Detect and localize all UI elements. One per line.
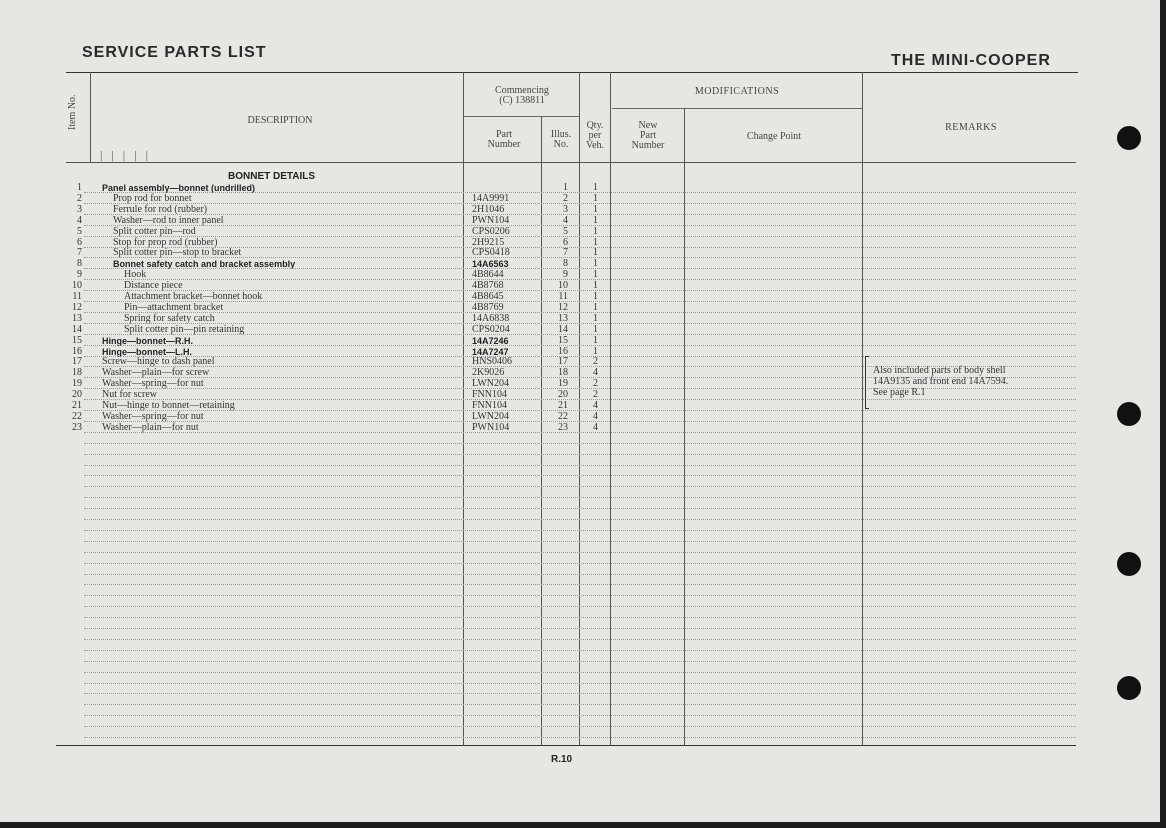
indent-level-marks: | | | | | [100,148,152,162]
illus-number: 15 [558,335,568,346]
part-description: Stop for prop rod (rubber) [113,237,218,248]
part-description: Split cotter pin—stop to bracket [113,247,242,258]
quantity: 1 [593,247,598,258]
ruled-line [84,737,1076,738]
quantity: 1 [593,204,598,215]
illus-number: 10 [558,280,568,291]
quantity: 1 [593,226,598,237]
quantity: 4 [593,422,598,433]
section-heading: BONNET DETAILS [228,171,316,182]
part-number: FNN104 [472,400,508,411]
illus-number: 23 [558,422,568,433]
ruled-line [84,247,1076,248]
part-number: CPS0206 [472,226,510,237]
illus-number: 8 [563,258,568,269]
ruled-line [84,203,1076,204]
illus-number: 11 [558,291,568,302]
illus-number: 14 [558,324,568,335]
part-number: 14A7246 [472,336,509,346]
part-description: Panel assembly—bonnet (undrilled) [102,183,256,193]
part-number: 4B8645 [472,291,504,302]
quantity: 4 [593,411,598,422]
quantity: 1 [593,193,598,204]
part-number: 4B8768 [472,280,504,291]
quantity: 2 [593,389,598,400]
part-description: Screw—hinge to dash panel [102,356,215,367]
quantity: 1 [593,335,598,346]
modifications-column-divider [610,72,611,746]
table-top-rule [66,72,1078,73]
part-description: Hinge—bonnet—R.H. [102,336,193,346]
ruled-line [84,683,1076,684]
part-description: Pin—attachment bracket [124,302,224,313]
ruled-line [84,497,1076,498]
ruled-line [84,530,1076,531]
item-number: 9 [77,269,82,280]
commencing-heading: Commencing (C) 138811 [495,85,549,106]
ruled-line [84,693,1076,694]
item-number: 4 [77,215,82,226]
illus-number: 20 [558,389,568,400]
part-description: Bonnet safety catch and bracket assembly [113,259,296,269]
new-part-number-heading: New Part Number [631,120,665,151]
ruled-line [84,443,1076,444]
page-right-title: THE MINI-COOPER [891,52,1051,69]
remarks-bracket-bottom [865,408,869,409]
illus-number: 17 [558,356,568,367]
part-description: Washer—spring—for nut [102,411,204,422]
remarks-note-line-3: See page R.1 [873,387,926,398]
illus-number: 5 [563,226,568,237]
remarks-bracket-top [865,356,869,357]
ruled-line [84,290,1076,291]
illus-number: 2 [563,193,568,204]
illus-number: 12 [558,302,568,313]
part-number: LWN204 [472,378,510,389]
remarks-heading: REMARKS [945,122,997,133]
item-number: 19 [72,378,82,389]
binder-hole [1117,552,1141,576]
quantity: 2 [593,378,598,389]
part-number: CPS0418 [472,247,510,258]
ruled-line [84,356,1076,357]
part-description: Prop rod for bonnet [113,193,192,204]
part-number: 2H1046 [472,204,505,215]
remarks-note-line-1: Also included parts of body shell [873,365,1006,376]
item-number: 3 [77,204,82,215]
part-number: LWN204 [472,411,510,422]
illus-number: 6 [563,237,568,248]
ruled-line [84,574,1076,575]
part-number: PWN104 [472,215,510,226]
part-description: Washer—plain—for nut [102,422,199,433]
item-number: 7 [77,247,82,258]
ruled-line [84,508,1076,509]
illus-column-divider [541,116,542,746]
item-number: 12 [72,302,82,313]
item-number: 20 [72,389,82,400]
part-number: 14A6563 [472,259,509,269]
quantity: 2 [593,356,598,367]
part-description: Washer—spring—for nut [102,378,204,389]
item-no-heading: Item No. [67,94,78,130]
illus-number: 16 [558,346,568,357]
part-number: 4B8769 [472,302,504,313]
ruled-line [84,595,1076,596]
illus-number: 1 [563,182,568,193]
ruled-line [84,552,1076,553]
ruled-line [84,225,1076,226]
item-number: 2 [77,193,82,204]
part-description: Hook [124,269,147,280]
ruled-line [84,541,1076,542]
ruled-line [84,704,1076,705]
illus-number: 3 [563,204,568,215]
item-number: 8 [77,258,82,269]
item-number: 10 [72,280,82,291]
part-description: Nut for screw [102,389,157,400]
ruled-line [84,672,1076,673]
ruled-line [84,639,1076,640]
ruled-line [84,214,1076,215]
ruled-line [84,410,1076,411]
ruled-line [84,617,1076,618]
part-number: PWN104 [472,422,510,433]
part-description: Hinge—bonnet—L.H. [102,347,192,357]
item-number: 13 [72,313,82,324]
quantity: 4 [593,400,598,411]
quantity: 1 [593,291,598,302]
binder-hole [1117,676,1141,700]
ruled-line [84,628,1076,629]
header-bottom-rule [66,162,1076,163]
description-heading: DESCRIPTION [247,115,313,126]
ruled-line [84,432,1076,433]
part-number: 14A9991 [472,193,510,204]
modifications-heading: MODIFICATIONS [694,86,780,97]
item-number: 16 [72,346,82,357]
ruled-line [84,301,1076,302]
illus-number: 22 [558,411,568,422]
part-column-divider [463,72,464,746]
quantity: 4 [593,367,598,378]
page-number: R.10 [551,754,573,765]
part-description: Washer—rod to inner panel [113,215,224,226]
ruled-line [84,388,1076,389]
quantity: 1 [593,280,598,291]
part-description: Nut—hinge to bonnet—retaining [102,400,235,411]
ruled-line [84,345,1076,346]
quantity: 1 [593,258,598,269]
quantity: 1 [593,182,598,193]
part-description: Attachment bracket—bonnet hook [124,291,263,302]
binder-hole [1117,402,1141,426]
ruled-line [84,312,1076,313]
modifications-rule [612,108,862,109]
part-description: Distance piece [124,280,183,291]
part-number-heading: Part Number [487,129,521,150]
ruled-line [84,268,1076,269]
item-number: 21 [72,400,82,411]
remarks-bracket [865,356,866,408]
illus-number: 18 [558,367,568,378]
ruled-line [84,192,1076,193]
item-number: 15 [72,335,82,346]
item-number: 22 [72,411,82,422]
ruled-line [84,465,1076,466]
table-bottom-rule [56,745,1076,746]
item-column-divider [90,72,91,162]
ruled-line [84,236,1076,237]
item-number: 14 [72,324,82,335]
part-number: CPS0204 [472,324,510,335]
illus-number: 13 [558,313,568,324]
ruled-line [84,454,1076,455]
item-number: 18 [72,367,82,378]
part-description: Spring for safety catch [124,313,215,324]
commencing-rule [463,116,580,117]
page-left-title: SERVICE PARTS LIST [82,44,267,61]
quantity: 1 [593,346,598,357]
illus-no-heading: Illus. No. [550,129,572,150]
quantity: 1 [593,313,598,324]
part-number: 14A6838 [472,313,510,324]
ruled-line [84,563,1076,564]
ruled-line [84,661,1076,662]
part-description: Split cotter pin—pin retaining [124,324,245,335]
illus-number: 9 [563,269,568,280]
quantity: 1 [593,302,598,313]
item-number: 1 [77,182,82,193]
binder-hole [1117,126,1141,150]
ruled-line [84,606,1076,607]
illus-number: 7 [563,247,568,258]
part-number: 2H9215 [472,237,505,248]
part-number: 14A7247 [472,347,509,357]
part-description: Split cotter pin—rod [113,226,196,237]
part-number: 4B8644 [472,269,504,280]
illus-number: 19 [558,378,568,389]
qty-per-veh-heading: Qty. per Veh. [585,120,605,151]
item-number: 23 [72,422,82,433]
ruled-line [84,475,1076,476]
quantity: 1 [593,237,598,248]
ruled-line [84,584,1076,585]
ruled-line [84,715,1076,716]
item-number: 5 [77,226,82,237]
part-number: 2K9026 [472,367,505,378]
ruled-line [84,519,1076,520]
ruled-line [84,323,1076,324]
item-number: 6 [77,237,82,248]
part-number: HNS0406 [472,356,513,367]
change-point-heading: Change Point [746,131,802,142]
remarks-note-line-2: 14A9135 and front end 14A7594. [873,376,1009,387]
illus-number: 4 [563,215,568,226]
part-number: FNN104 [472,389,508,400]
part-description: Washer—plain—for screw [102,367,210,378]
item-number: 17 [72,356,82,367]
part-description: Ferrule for rod (rubber) [113,204,208,215]
ruled-line [84,334,1076,335]
remarks-column-divider [862,72,863,746]
illus-number: 21 [558,400,568,411]
quantity: 1 [593,215,598,226]
ruled-line [84,421,1076,422]
quantity: 1 [593,269,598,280]
item-number: 11 [72,291,82,302]
ruled-line [84,279,1076,280]
ruled-line [84,257,1076,258]
ruled-line [84,399,1076,400]
quantity: 1 [593,324,598,335]
ruled-line [84,726,1076,727]
ruled-line [84,486,1076,487]
ruled-line [84,650,1076,651]
